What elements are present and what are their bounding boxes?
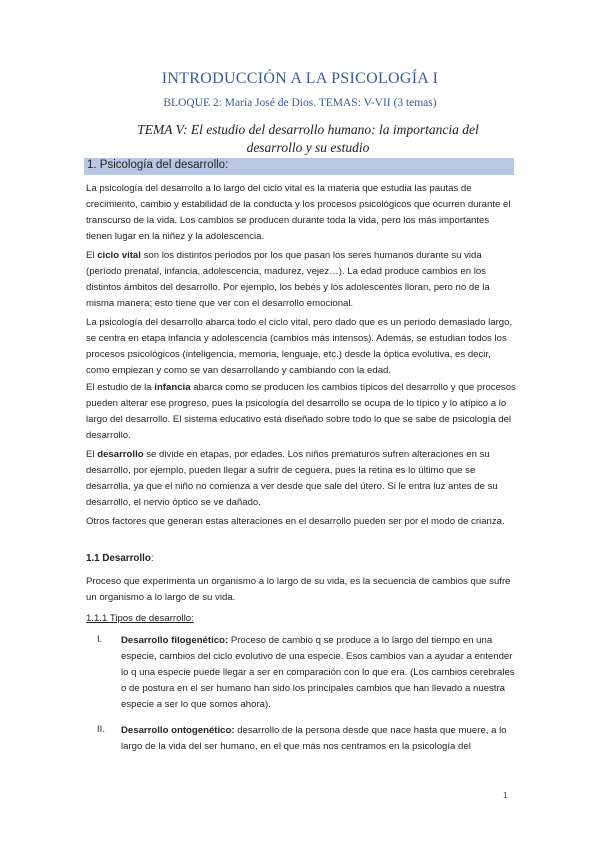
document-subtitle: BLOQUE 2: María José de Dios. TEMAS: V-VII (3 temas): [163, 97, 437, 109]
document-title: INTRODUCCIÓN A LA PSICOLOGÍA I: [161, 70, 439, 87]
list-numeral: II.: [97, 724, 105, 735]
paragraph: Otros factores que generan estas alteraciones en el desarrollo pueden ser por el modo de crianza.: [86, 516, 505, 527]
list-item: Desarrollo ontogenético: desarrollo de la persona desde que nace hasta que muere, a lo largo de la vida del ser humano, en el que más nos centramos en la psicología del: [121, 725, 507, 753]
paragraph: El desarrollo se divide en etapas, por edades. Los niños prematuros sufren alteraciones en su desarrollo, por ejemplo, pueden llegar a sufrir de ceguera, pues la retina es lo último que se desarrolla, ya que el niño no comienza a ver desde que sale del útero. Si le entra luz antes de su desarrollo, el nervio óptico se ve dañado.: [86, 449, 498, 509]
section-heading-bar: [84, 158, 514, 175]
paragraph: El estudio de la infancia abarca como se producen los cambios típicos del desarrollo y que procesos pueden alterar ese progreso, pues la psicología del desarrollo se ocupa de lo típico y lo atípico a lo largo del desarrollo. El sistema educativo está diseñado sobre todo lo que se sabe de psicología del desarrollo.: [86, 382, 516, 442]
paragraph: La psicología del desarrollo abarca todo el ciclo vital, pero dado que es un periodo demasiado largo, se centra en etapa infancia y adolescencia (cambios más intensos). Además, se estudian todos los procesos psicológicos (inteligencia, memoria, lenguaje, etc.) desde la óptica evolutiva, es decir, como empiezan y como se van desarrollando y cambiando con la edad.: [86, 317, 513, 377]
list-numeral: I.: [97, 634, 103, 645]
paragraph: El ciclo vital son los distintos periodos por los que pasan los seres humanos durante su vida (período prenatal, infancia, adolescencia, madurez, vejez…). La edad produce cambios en los distintos ámbitos del desarrollo. Por ejemplo, los bebés y los adolescentes lloran, pero no de la misma manera; esto tiene que ver con el desarrollo emocional.: [86, 250, 490, 310]
subsubsection-heading: 1.1.1 Tipos de desarrollo:: [86, 613, 194, 624]
paragraph: La psicología del desarrollo a lo largo del ciclo vital es la materia que estudia las pautas de crecimiento, cambio y estabilidad de la conducta y los procesos psicológicos que ocurren durante el transcurso de la vida. Los cambios se producen durante toda la vida, pero los más importantes tienen lugar en la niñez y la adolescencia.: [86, 183, 511, 243]
tema-heading: TEMA V: El estudio del desarrollo humano: la importancia del desarrollo y su estudio: [137, 122, 479, 155]
subsection-heading: 1.1 Desarrollo:: [86, 553, 154, 564]
paragraph: Proceso que experimenta un organismo a lo largo de su vida, es la secuencia de cambios que sufre un organismo a lo largo de su vida.: [86, 576, 511, 604]
page-number: 1: [503, 790, 508, 800]
list-item: Desarrollo filogenético: Proceso de cambio q se produce a lo largo del tiempo en una especie, cambios del ciclo evolutivo de una especie. Esos cambios van a ayudar a entender lo q una especie puede llegar a ser en comparación con lo que era. (Los cambios cerebrales o de postura en el ser humano han sido los principales cambios que han llevado a nuestra especie a ser lo que somos ahora).: [121, 635, 515, 711]
section-heading: 1. Psicología del desarrollo:: [87, 159, 229, 171]
